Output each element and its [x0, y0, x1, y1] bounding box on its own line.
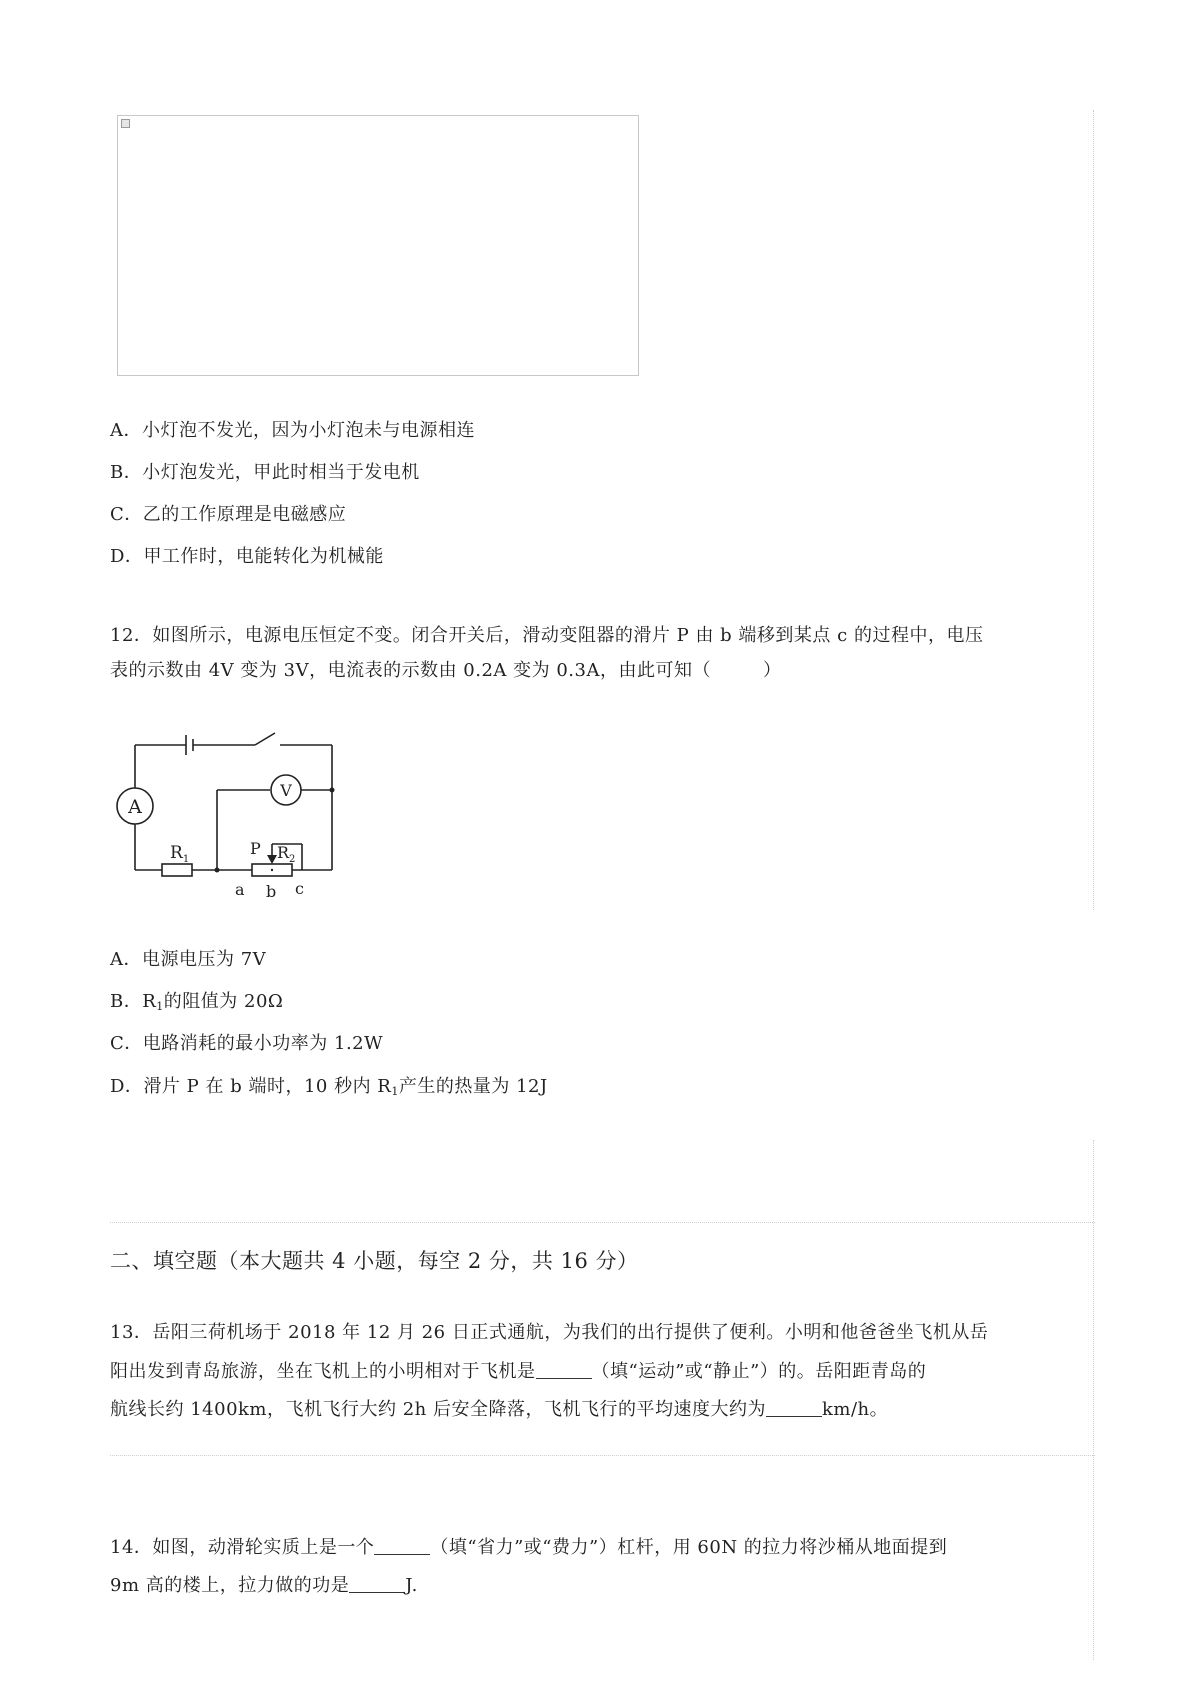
dotted-separator-1	[110, 1222, 1095, 1223]
q14-line1: 14．如图，动滑轮实质上是一个 （填“省力”或“费力”）杠杆，用 60N 的拉力将沙桶从地面提到	[110, 1537, 948, 1558]
q13-line3: 航线长约 1400km，飞机飞行大约 2h 后安全降落，飞机飞行的平均速度大约为 km/h。	[110, 1399, 889, 1420]
q13-blank-2[interactable]	[766, 1398, 822, 1417]
q13-line1: 13．岳阳三荷机场于 2018 年 12 月 26 日正式通航，为我们的出行提供了便利。小明和他爸爸坐飞机从岳	[110, 1322, 989, 1343]
slider-arrow	[267, 855, 277, 864]
ammeter-label: A	[128, 796, 142, 818]
q11-option-b: B．小灯泡发光，甲此时相当于发电机	[110, 462, 420, 483]
broken-image-icon	[121, 119, 130, 128]
q14-blank-2[interactable]	[349, 1574, 405, 1593]
q12-stem-line1: 12．如图所示，电源电压恒定不变。闭合开关后，滑动变阻器的滑片 P 由 b 端移到某点 c 的过程中，电压	[110, 625, 984, 646]
r2-label: $R_2$	[277, 843, 296, 865]
q12-option-b: B．$R_1$的阻值为 20Ω	[110, 991, 284, 1013]
q12-stem-line2: 表的示数由 4V 变为 3V，电流表的示数由 0.2A 变为 0.3A，由此可知（ ）	[110, 660, 782, 681]
point-c-label: c	[295, 879, 304, 898]
circuit-diagram	[110, 725, 350, 900]
slider-p-label: P	[250, 839, 261, 858]
r1-label: $R_1$	[170, 843, 190, 865]
q12-option-a: A．电源电压为 7V	[110, 949, 267, 970]
q13-blank-1[interactable]	[536, 1360, 592, 1379]
dotted-guide-right-lower	[1093, 1140, 1094, 1660]
q14-line2: 9m 高的楼上，拉力做的功是 J.	[110, 1575, 418, 1596]
dotted-separator-2	[110, 1455, 1095, 1456]
figure-placeholder	[117, 115, 639, 376]
junction-dot-left	[215, 868, 220, 873]
switch-blade	[255, 733, 275, 745]
junction-dot-right	[330, 788, 335, 793]
q12-option-d: D．滑片 P 在 b 端时，10 秒内 $R_1$产生的热量为 12J	[110, 1076, 548, 1098]
section-heading: 二、填空题（本大题共 4 小题，每空 2 分，共 16 分）	[110, 1249, 639, 1273]
q11-option-a: A．小灯泡不发光，因为小灯泡未与电源相连	[110, 420, 475, 441]
point-a-label: a	[235, 880, 245, 899]
q11-option-d: D．甲工作时，电能转化为机械能	[110, 546, 384, 567]
q14-blank-1[interactable]	[374, 1536, 430, 1555]
point-b-label: b	[266, 882, 277, 900]
q11-option-c: C．乙的工作原理是电磁感应	[110, 504, 347, 525]
dotted-guide-right	[1093, 110, 1094, 910]
voltmeter-label: V	[280, 781, 292, 800]
point-b-dot	[271, 869, 273, 871]
q13-line2: 阳出发到青岛旅游，坐在飞机上的小明相对于飞机是 （填“运动”或“静止”）的。岳阳距青岛的	[110, 1361, 927, 1382]
r1-resistor	[162, 864, 192, 876]
q12-option-c: C．电路消耗的最小功率为 1.2W	[110, 1033, 384, 1054]
